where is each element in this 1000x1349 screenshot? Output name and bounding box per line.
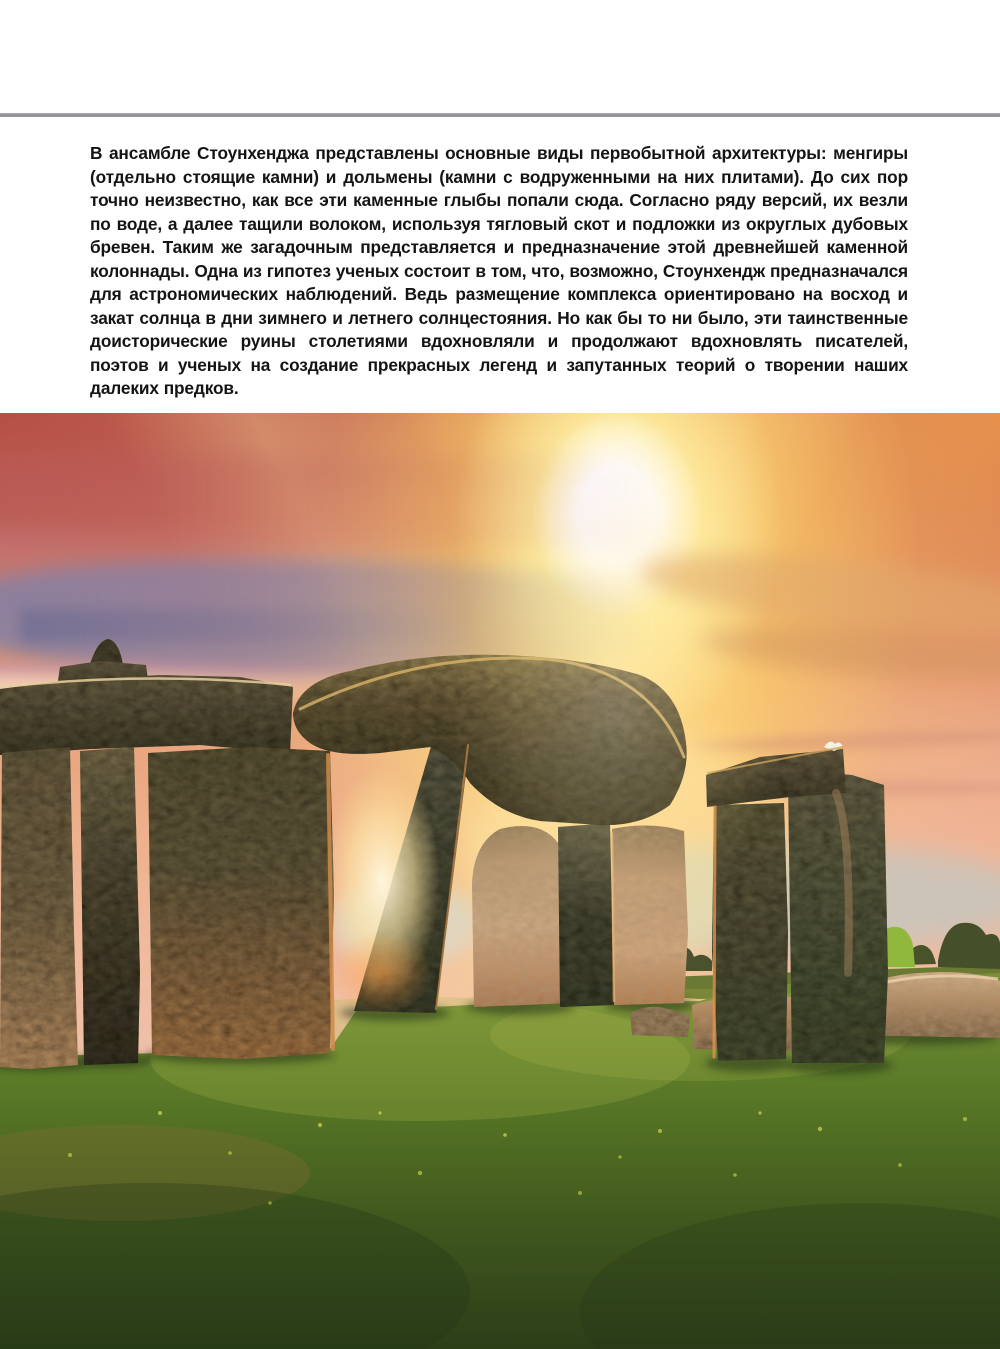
- upright-1: [0, 747, 78, 1069]
- stonehenge-photo: [0, 413, 1000, 1349]
- upright-2: [80, 747, 140, 1065]
- article-paragraph: В ансамбле Стоунхенджа представлены основные виды первобытной архитектуры: менгиры (отдельно стоящие камни) и дольмены (камни с водруженными на них плитами). До сих пор точно неизвестно, как все эти каменные глыбы попали сюда. Согласно ряду версий, их везли по воде, а далее тащили волоком, используя тягловый скот и подложки из округлых дубовых бревен. Таким же загадочным представляется и предназначение этой древнейшей каменной колоннады. Одна из гипотез ученых состоит в том, что, возможно, Стоунхендж предназначался для астрономических наблюдений. Ведь размещение комплекса ориентировано на восход и закат солнца в дни зимнего и летнего солнцестояния. Но как бы то ни было, эти таинственные доисторические руины столетиями вдохновляли и продолжают вдохновлять писателей, поэтов и ученых на создание прекрасных легенд и запутанных теорий о творении наших далеких предков.: [90, 143, 908, 398]
- stonehenge-scene: [0, 413, 1000, 1349]
- left-lintel: [0, 675, 293, 755]
- trilithon-upright-right: [788, 774, 888, 1063]
- page-divider-rule: [0, 113, 1000, 117]
- tree-clump-dark: [938, 923, 1000, 969]
- sun-bloom-over-stones: [445, 503, 785, 923]
- gap-sun-glow-warm: [328, 931, 432, 1015]
- upright-3-wide: [148, 747, 334, 1059]
